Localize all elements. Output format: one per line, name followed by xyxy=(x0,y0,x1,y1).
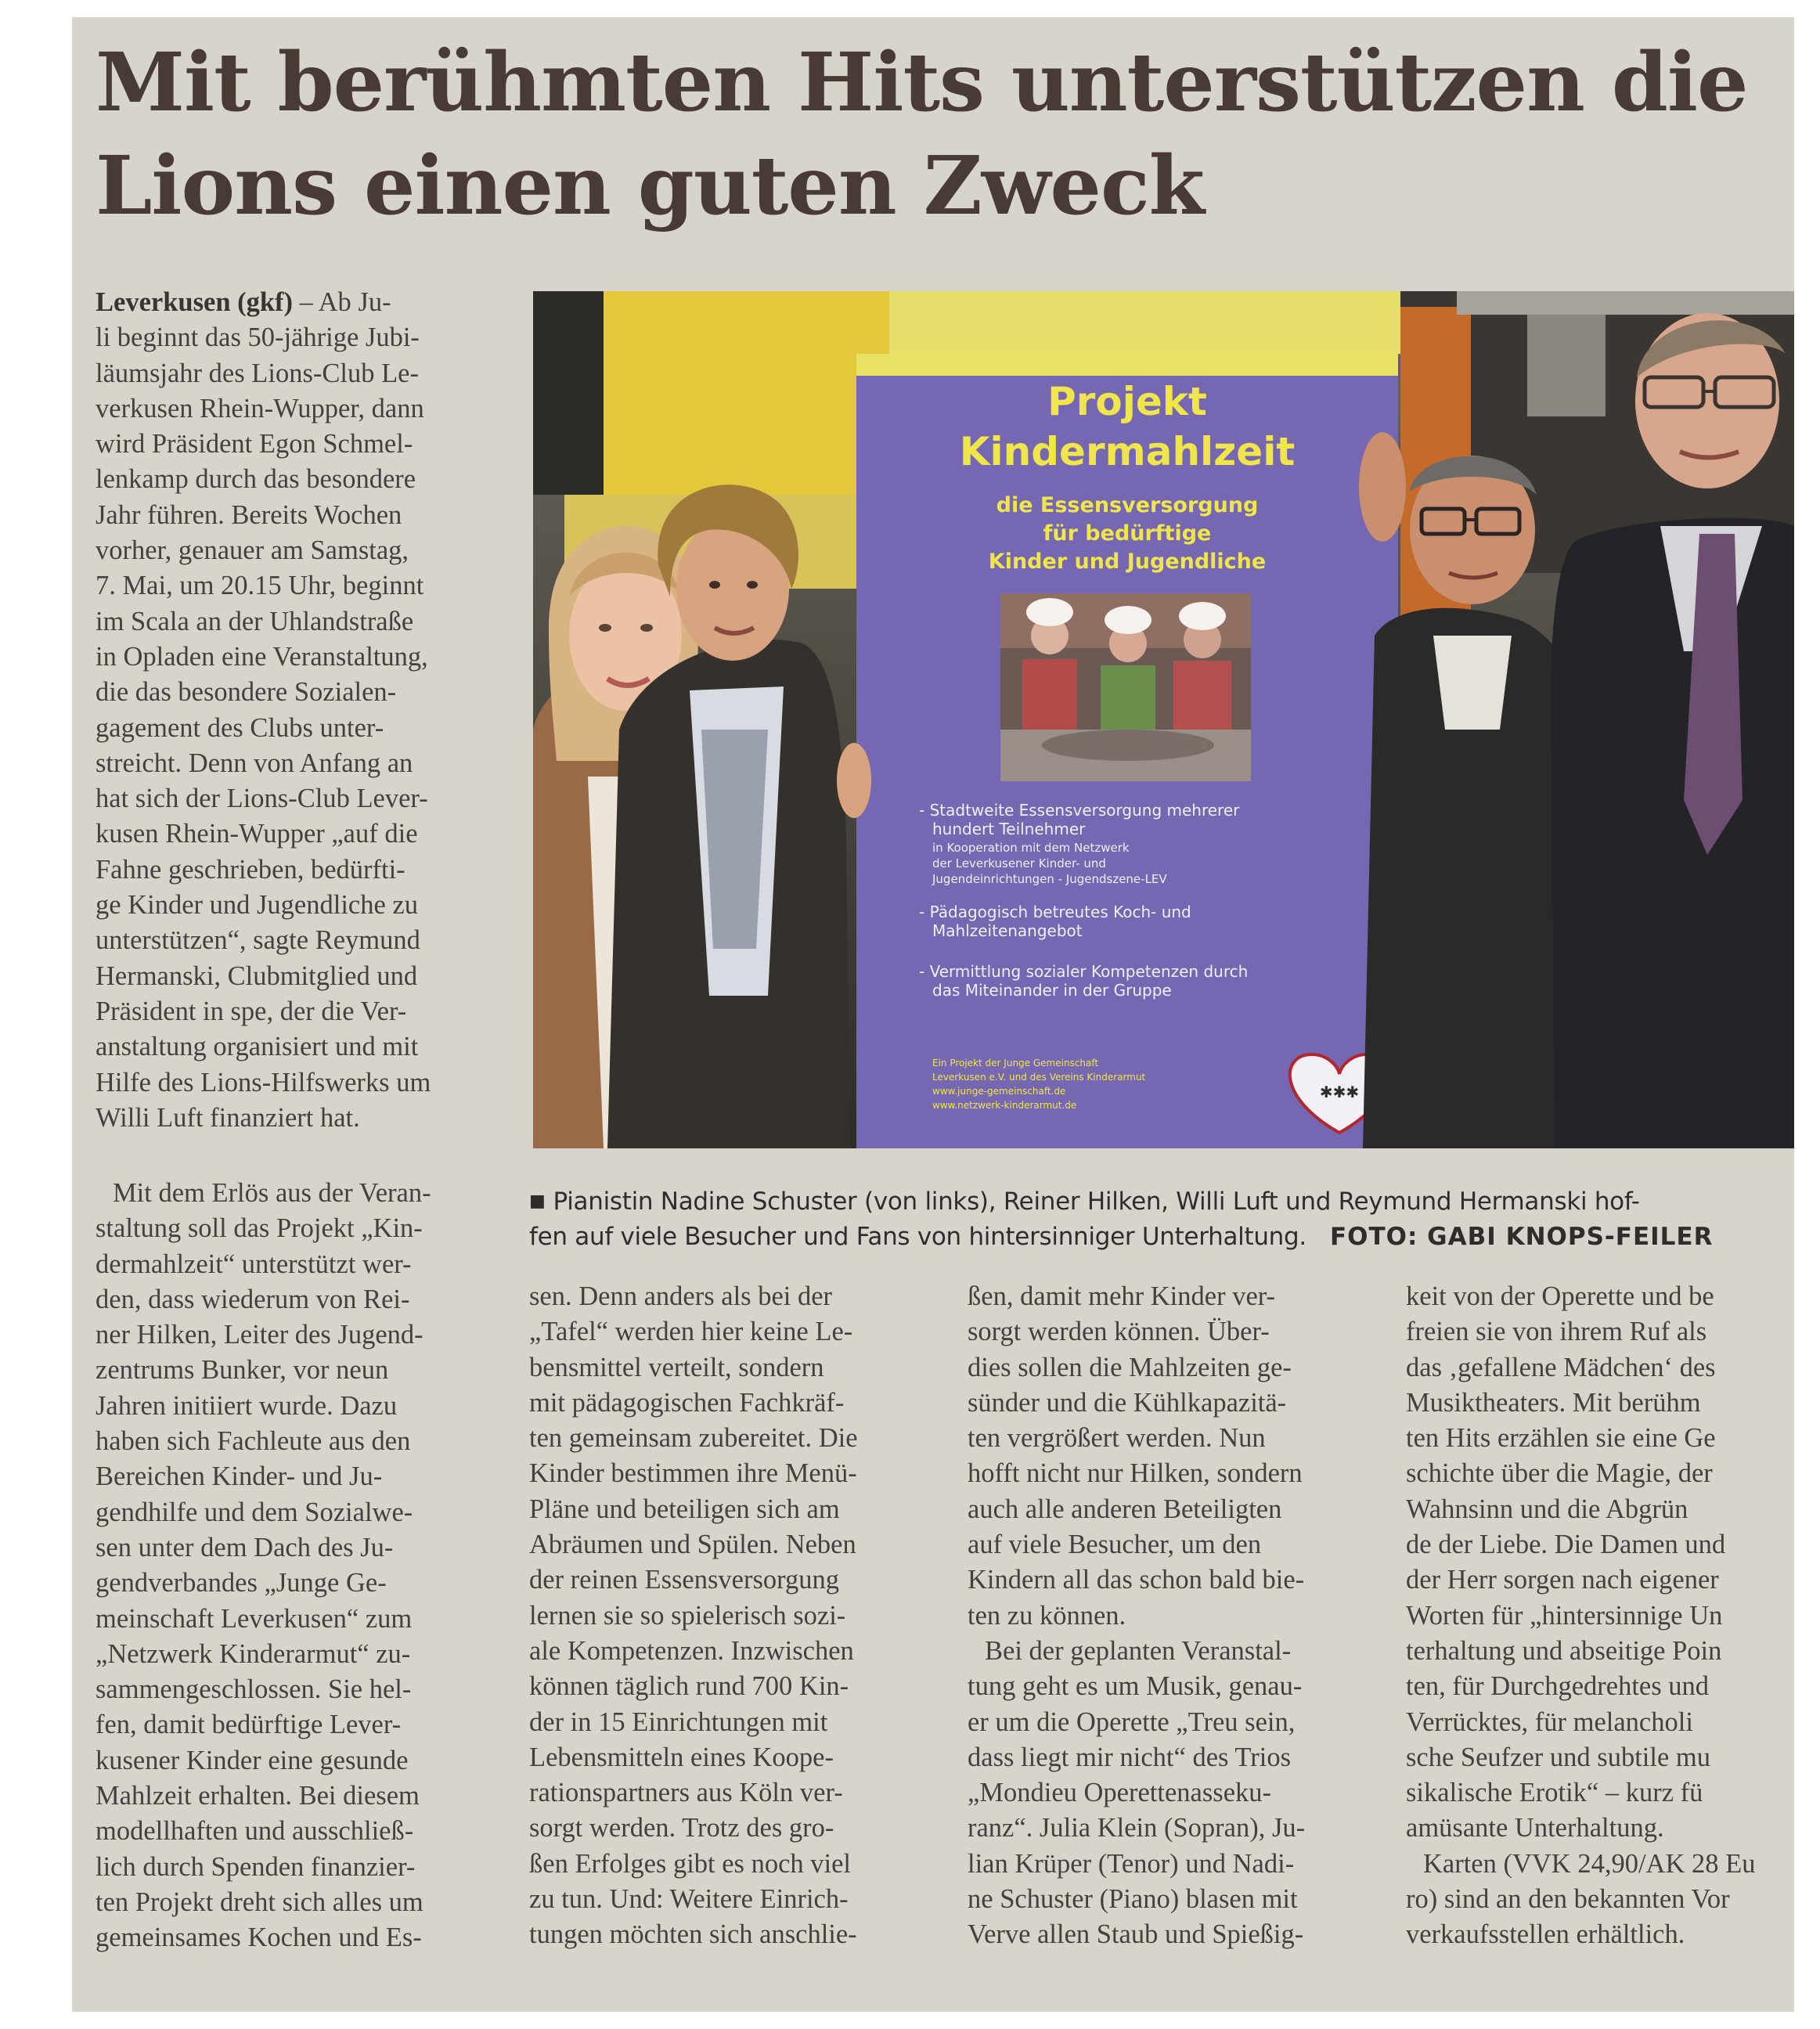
lead-line: Hilfe des Lions-Hilfswerks um xyxy=(96,1067,431,1097)
col1-line: ner Hilken, Leiter des Jugend- xyxy=(96,1320,423,1350)
col1-line: lich durch Spenden finanzier- xyxy=(96,1851,416,1882)
poster-bullet-text: hundert Teilnehmer xyxy=(932,820,1086,838)
col2-line: Kinder bestimmen ihre Menü- xyxy=(529,1458,857,1489)
lead-line: hat sich der Lions-Club Lever- xyxy=(96,784,428,814)
col3-line: ten zu können. xyxy=(968,1600,1126,1631)
col4-line: Verrücktes, für melancholi xyxy=(1406,1706,1693,1737)
col3-line: dies sollen die Mahlzeiten ge- xyxy=(968,1352,1292,1382)
lead-line: Fahne geschrieben, bedürfti- xyxy=(96,854,405,885)
col4-line: Worten für „hintersinnige Un xyxy=(1406,1600,1723,1631)
poster-footer-text: Leverkusen e.V. und des Vereins Kinderarmut xyxy=(932,1072,1146,1083)
poster-bullet-text: - Vermittlung sozialer Kompetenzen durch xyxy=(919,962,1249,981)
poster-bullet-text: Mahlzeitenangebot xyxy=(932,921,1083,940)
col2-line: tungen möchten sich anschlie- xyxy=(529,1919,857,1950)
col3-line: sorgt werden können. Über- xyxy=(968,1317,1270,1347)
poster-sub-3: Kinder und Jugendliche xyxy=(988,550,1267,574)
lead-line: Jahr führen. Bereits Wochen xyxy=(96,499,402,530)
col3-line: tung geht es um Musik, genau- xyxy=(968,1671,1303,1702)
col3-line: auch alle anderen Beteiligten xyxy=(968,1494,1282,1524)
col3-line: Verve allen Staub und Spießig- xyxy=(968,1919,1304,1950)
lead-line: Willi Luft finanziert hat. xyxy=(96,1102,360,1133)
col4-line: keit von der Operette und be xyxy=(1406,1281,1714,1311)
poster-title-1: Projekt xyxy=(1047,379,1207,424)
col1-line: Mahlzeit erhalten. Bei diesem xyxy=(96,1781,420,1811)
lead-line: in Opladen eine Veranstaltung, xyxy=(96,641,428,672)
article-column-4 xyxy=(1406,1279,1794,1953)
lead-line: kusen Rhein-Wupper „auf die xyxy=(96,819,418,849)
col2-line: sen. Denn anders als bei der xyxy=(529,1281,833,1311)
article-dateline: Leverkusen (gkf) xyxy=(96,287,294,317)
col1-line: fen, damit bedürftige Lever- xyxy=(96,1710,402,1740)
col4-line: ten Hits erzählen sie eine Ge xyxy=(1406,1423,1716,1454)
col3-line: ten vergrößert werden. Nun xyxy=(968,1423,1266,1454)
col1-line: kusener Kinder eine gesunde xyxy=(96,1745,409,1775)
col1-line: dermahlzeit“ unterstützt wer- xyxy=(96,1249,412,1279)
poster-sub-1: die Essensversorgung xyxy=(996,493,1259,517)
caption-line-1: Pianistin Nadine Schuster (von links), Reiner Hilken, Willi Luft und Reymund Hermanski hof- xyxy=(553,1187,1640,1216)
col3-line: sünder und die Kühlkapazitä- xyxy=(968,1387,1287,1418)
photo-credit: FOTO: GABI KNOPS-FEILER xyxy=(1329,1223,1714,1251)
col1-line: sammengeschlossen. Sie hel- xyxy=(96,1674,412,1705)
lead-line: läumsjahr des Lions-Club Le- xyxy=(96,358,419,388)
article-photo xyxy=(533,291,1794,1148)
lead-line: unterstützen“, sagte Reymund xyxy=(96,925,420,956)
col1-line: ten Projekt dreht sich alles um xyxy=(96,1887,423,1917)
col1-line: sen unter dem Dach des Ju- xyxy=(96,1532,394,1562)
col2-line: mit pädagogischen Fachkräf- xyxy=(529,1387,845,1418)
col2-line: lernen sie so spielerisch sozi- xyxy=(529,1600,846,1631)
col3-line: „Mondieu Operettenasseku- xyxy=(968,1778,1271,1808)
lead-line: gagement des Clubs unter- xyxy=(96,712,384,743)
col2-line: ßen Erfolges gibt es noch viel xyxy=(529,1848,852,1879)
col2-line: Pläne und beteiligen sich am xyxy=(529,1494,840,1524)
col3-line: er um die Operette „Treu sein, xyxy=(968,1706,1296,1737)
col2-line: ale Kompetenzen. Inzwischen xyxy=(529,1635,854,1666)
poster-footer-text: www.junge-gemeinschaft.de xyxy=(932,1086,1066,1097)
col4-line: Musiktheaters. Mit berühm xyxy=(1406,1387,1701,1418)
poster-bullet-text: in Kooperation mit dem Netzwerk xyxy=(932,841,1130,855)
article-lead-column xyxy=(96,285,499,1136)
col4-line: sikalische Erotik“ – kurz fü xyxy=(1406,1778,1703,1808)
col4-line: das ‚gefallene Mädchen‘ des xyxy=(1406,1352,1716,1382)
col3-line: Kindern all das schon bald bie- xyxy=(968,1565,1305,1595)
col2-line: sorgt werden. Trotz des gro- xyxy=(529,1813,834,1843)
col2-line: zu tun. Und: Weitere Einrich- xyxy=(529,1884,849,1915)
col2-line: der in 15 Einrichtungen mit xyxy=(529,1706,828,1737)
lead-line: li beginnt das 50-jährige Jubi- xyxy=(96,323,420,353)
col1-line: Jahren initiiert wurde. Dazu xyxy=(96,1390,398,1421)
col4-line: sche Seufzer und subtile mu xyxy=(1406,1742,1710,1772)
col1-line: gendverbandes „Junge Ge- xyxy=(96,1568,387,1598)
col1-line: gendhilfe und dem Sozialwe- xyxy=(96,1497,413,1527)
poster-bullet-text: der Leverkusener Kinder- und xyxy=(932,856,1106,870)
col4-line: freien sie von ihrem Ruf als xyxy=(1406,1317,1707,1347)
lead-line: die das besondere Sozialen- xyxy=(96,677,397,708)
poster-footer-text: Ein Projekt der Junge Gemeinschaft xyxy=(932,1058,1099,1069)
lead-line: verkusen Rhein-Wupper, dann xyxy=(96,393,424,423)
col4-line: Karten (VVK 24,90/AK 28 Eu xyxy=(1423,1848,1756,1879)
poster-sub-2: für bedürftige xyxy=(1043,521,1212,546)
photo-caption xyxy=(529,1184,1794,1255)
col3-line: ranz“. Julia Klein (Sopran), Ju- xyxy=(968,1813,1306,1843)
lead-line: im Scala an der Uhlandstraße xyxy=(96,606,414,636)
col2-line: „Tafel“ werden hier keine Le- xyxy=(529,1317,853,1347)
col2-line: ten gemeinsam zubereitet. Die xyxy=(529,1423,858,1454)
col1-line: gemeinsames Kochen und Es- xyxy=(96,1923,422,1953)
col2-line: Lebensmitteln eines Koope- xyxy=(529,1742,834,1772)
lead-line: vorher, genauer am Samstag, xyxy=(96,535,409,566)
article-column-3 xyxy=(968,1279,1375,1953)
col4-line: schichte über die Magie, der xyxy=(1406,1458,1713,1489)
col4-line: verkaufsstellen erhältlich. xyxy=(1406,1919,1685,1950)
col4-line: terhaltung und abseitige Poin xyxy=(1406,1635,1722,1666)
col4-line: Wahnsinn und die Abgrün xyxy=(1406,1494,1688,1524)
article-column-2 xyxy=(529,1279,936,1953)
col1-line: staltung soll das Projekt „Kin- xyxy=(96,1213,423,1244)
lead-line: 7. Mai, um 20.15 Uhr, beginnt xyxy=(96,571,424,601)
col3-line: ne Schuster (Piano) blasen mit xyxy=(968,1884,1298,1915)
col3-line: ßen, damit mehr Kinder ver- xyxy=(968,1281,1276,1311)
photo-illustration xyxy=(533,291,1794,1148)
col3-line: dass liegt mir nicht“ des Trios xyxy=(968,1742,1292,1772)
poster-bullet-text: das Miteinander in der Gruppe xyxy=(932,981,1172,1000)
lead-line: ge Kinder und Jugendliche zu xyxy=(96,890,418,921)
lead-line: Hermanski, Clubmitglied und xyxy=(96,960,418,991)
poster-bullet-text: - Stadtweite Essensversorgung mehrerer xyxy=(919,801,1240,820)
poster-footer-text: www.netzwerk-kinderarmut.de xyxy=(932,1100,1077,1111)
col3-line: Bei der geplanten Veranstal- xyxy=(985,1635,1292,1666)
col2-line: rationspartners aus Köln ver- xyxy=(529,1778,843,1808)
poster-bullet-text: Jugendeinrichtungen - Jugendszene-LEV xyxy=(932,872,1167,886)
caption-line-2: fen auf viele Besucher und Fans von hintersinniger Unterhaltung. xyxy=(529,1223,1306,1251)
col1-line: Bereichen Kinder- und Ju- xyxy=(96,1461,383,1492)
poster-kids-photo xyxy=(1000,593,1251,781)
col1-line: modellhaften und ausschließ- xyxy=(96,1816,414,1847)
lead-line: streicht. Denn von Anfang an xyxy=(96,748,413,778)
col1-line: „Netzwerk Kinderarmut“ zu- xyxy=(96,1638,411,1669)
col4-line: ro) sind an den bekannten Vor xyxy=(1406,1884,1730,1915)
col1-line: zentrums Bunker, vor neun xyxy=(96,1355,389,1386)
col3-line: lian Krüper (Tenor) und Nadi- xyxy=(968,1848,1295,1879)
col1-line: den, dass wiederum von Rei- xyxy=(96,1284,410,1314)
col4-line: de der Liebe. Die Damen und xyxy=(1406,1530,1726,1560)
svg-text:✱✱✱: ✱✱✱ xyxy=(1319,1083,1360,1101)
newspaper-clipping xyxy=(72,17,1794,2012)
lead-line: – Ab Ju- xyxy=(293,287,391,317)
article-headline: Mit berühmten Hits unterstützen die Lions einen guten Zweck xyxy=(96,35,1748,233)
lead-line: Präsident in spe, der die Ver- xyxy=(96,996,407,1026)
col1-line: haben sich Fachleute aus den xyxy=(96,1426,411,1457)
lead-line: wird Präsident Egon Schmel- xyxy=(96,429,413,459)
poster-bullet-text: - Pädagogisch betreutes Koch- und xyxy=(919,903,1191,921)
col4-line: amüsante Unterhaltung. xyxy=(1406,1813,1664,1843)
caption-bullet-icon: ■ xyxy=(529,1191,546,1211)
article-column-1 xyxy=(96,1176,499,1956)
lead-line: anstaltung organisiert und mit xyxy=(96,1032,419,1062)
col3-line: auf viele Besucher, um den xyxy=(968,1530,1262,1560)
col1-line: meinschaft Leverkusen“ zum xyxy=(96,1603,413,1634)
col3-line: hofft nicht nur Hilken, sondern xyxy=(968,1458,1303,1489)
col4-line: der Herr sorgen nach eigener xyxy=(1406,1565,1719,1595)
col4-line: ten, für Durchgedrehtes und xyxy=(1406,1671,1710,1702)
poster-title-2: Kindermahlzeit xyxy=(959,429,1296,474)
col1-line: Mit dem Erlös aus der Veran- xyxy=(113,1178,431,1208)
col2-line: können täglich rund 700 Kin- xyxy=(529,1671,849,1702)
col2-line: Abräumen und Spülen. Neben xyxy=(529,1530,856,1560)
col2-line: der reinen Essensversorgung xyxy=(529,1565,840,1595)
lead-line: lenkamp durch das besondere xyxy=(96,464,416,495)
col2-line: bensmittel verteilt, sondern xyxy=(529,1352,824,1382)
